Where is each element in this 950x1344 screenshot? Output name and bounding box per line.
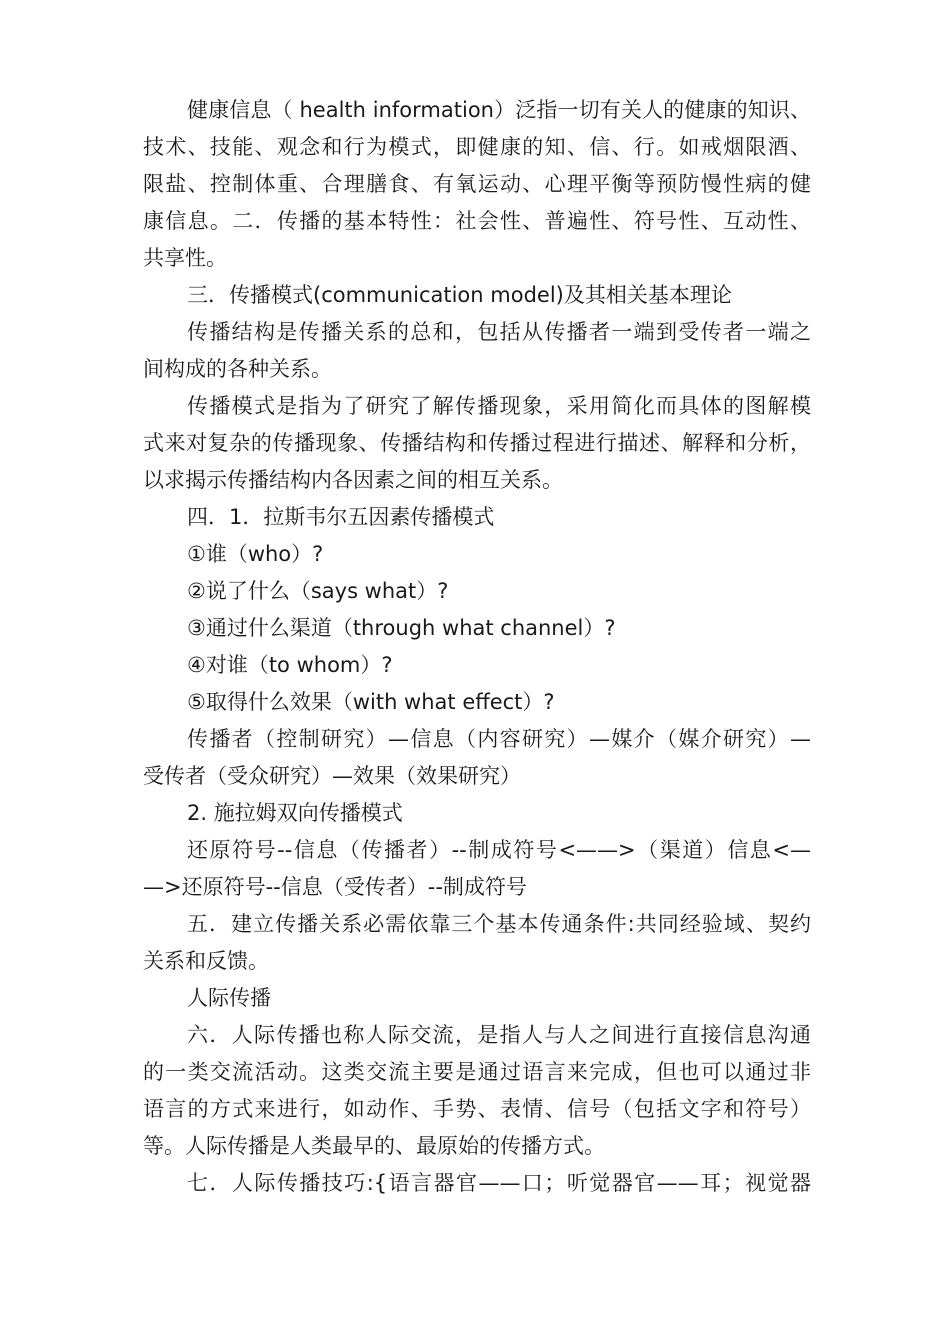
text-line: 四．1．拉斯韦尔五因素传播模式 xyxy=(187,505,495,529)
text-line: 三．传播模式(communication model)及其相关基本理论 xyxy=(187,283,732,307)
document-body xyxy=(143,92,811,1202)
text-line: 六．人际传播也称人际交流，是指人与人之间进行直接信息沟通 xyxy=(187,1023,811,1047)
text-line: ⑤取得什么效果（with what effect）? xyxy=(187,690,555,714)
text-line: ③通过什么渠道（through what channel）? xyxy=(187,616,616,640)
text-line: 间构成的各种关系。 xyxy=(143,357,332,381)
text-line: 还原符号--信息（传播者）--制成符号<——>（渠道）信息<— xyxy=(187,838,811,862)
text-line: 共享性。 xyxy=(143,246,227,270)
text-line: ①谁（who）? xyxy=(187,542,324,566)
text-line: 康信息。二．传播的基本特性：社会性、普遍性、符号性、互动性、 xyxy=(143,209,811,233)
text-line: 传播者（控制研究）—信息（内容研究）—媒介（媒介研究）— xyxy=(187,727,811,751)
text-line: ②说了什么（says what）? xyxy=(187,579,449,603)
text-line: 关系和反馈。 xyxy=(143,949,269,973)
text-line: 五．建立传播关系必需依靠三个基本传通条件:共同经验域、契约 xyxy=(187,912,811,936)
text-line: ④对谁（to whom）? xyxy=(187,653,393,677)
text-line: 2. 施拉姆双向传播模式 xyxy=(187,801,403,825)
text-line: 人际传播 xyxy=(187,986,271,1010)
text-line: 的一类交流活动。这类交流主要是通过语言来完成，但也可以通过非 xyxy=(143,1060,811,1084)
text-line: 以求揭示传播结构内各因素之间的相互关系。 xyxy=(143,468,563,492)
text-line: 传播模式是指为了研究了解传播现象，采用简化而具体的图解模 xyxy=(187,394,811,418)
text-line: 式来对复杂的传播现象、传播结构和传播过程进行描述、解释和分析， xyxy=(143,431,811,455)
text-line: 七．人际传播技巧:{语言器官——口；听觉器官——耳；视觉器 xyxy=(187,1171,811,1195)
text-line: 技术、技能、观念和行为模式，即健康的知、信、行。如戒烟限酒、 xyxy=(143,135,811,159)
text-line: 健康信息（ health information）泛指一切有关人的健康的知识、 xyxy=(187,98,811,122)
text-line: —>还原符号--信息（受传者）--制成符号 xyxy=(143,875,527,899)
text-line: 等。人际传播是人类最早的、最原始的传播方式。 xyxy=(143,1134,605,1158)
text-line: 限盐、控制体重、合理膳食、有氧运动、心理平衡等预防慢性病的健 xyxy=(143,172,811,196)
text-line: 传播结构是传播关系的总和，包括从传播者一端到受传者一端之 xyxy=(187,320,811,344)
text-line: 语言的方式来进行，如动作、手势、表情、信号（包括文字和符号） xyxy=(143,1097,811,1121)
text-line: 受传者（受众研究）—效果（效果研究） xyxy=(143,764,521,788)
